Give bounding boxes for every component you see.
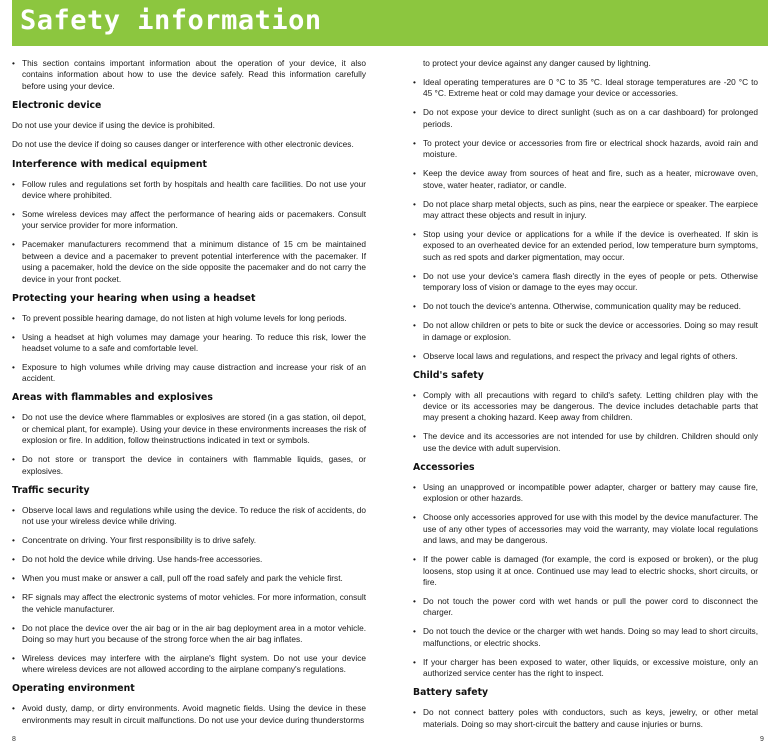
- bullet-item: [12, 58, 366, 92]
- bullet-text: Do not touch the power cord with wet hands or pull the power cord to disconnect the charger.: [423, 595, 758, 618]
- section-heading: Accessories: [413, 461, 475, 473]
- bullet-item: [12, 412, 366, 446]
- bullet-icon: •: [413, 270, 416, 281]
- bullet-icon: •: [12, 622, 15, 633]
- bullet-item: [413, 138, 758, 161]
- paragraph: Do not use the device if doing so causes danger or interference with other electronic devices.: [12, 139, 354, 150]
- bullet-item: [413, 482, 758, 505]
- bullet-item: [413, 707, 758, 730]
- bullet-text: Do not touch the device or the charger with wet hands. Doing so may lead to short circuits, malfunctions, or electric shocks.: [423, 626, 758, 648]
- bullet-icon: •: [12, 703, 15, 714]
- bullet-item: [12, 623, 366, 646]
- bullet-text: RF signals may affect the electronic systems of motor vehicles. For more information, consult the vehicle manufacturer.: [22, 592, 366, 614]
- bullet-text: Comply with all precautions with regard to child's safety. Letting children play with the device or its accessories may be dangerous. The device includes detachable parts that may present a choking hazard. Keep away from children.: [423, 389, 758, 423]
- bullet-item: [413, 626, 758, 649]
- bullet-icon: •: [413, 481, 416, 492]
- bullet-icon: •: [413, 229, 416, 240]
- bullet-text: Do not use the device where flammables or explosives are stored (in a gas station, oil depot, or chemical plant, for example). Using your device in these environments increases the risk of explosion or fire. In addition, follow theinstructions indicated in text or symbols.: [22, 412, 366, 446]
- bullet-text: Some wireless devices may affect the performance of hearing aids or pacemakers. Consult your service provider for more information.: [22, 209, 366, 231]
- bullet-text: Wireless devices may interfere with the airplane's flight system. Do not use your device where wireless devices are not allowed according to the airplane company's regulations.: [22, 652, 366, 675]
- bullet-item: [12, 454, 366, 477]
- bullet-item: [12, 592, 366, 615]
- bullet-item: [12, 313, 366, 324]
- bullet-icon: •: [413, 107, 416, 118]
- bullet-icon: •: [12, 454, 15, 465]
- bullet-text: Choose only accessories approved for use with this model by the device manufacturer. The use of any other types of accessories may void the warranty, may violate local regulations and laws, and may be dangerous.: [423, 512, 758, 546]
- bullet-item: [12, 535, 366, 546]
- section-banner: [12, 0, 768, 46]
- section-heading: Operating environment: [12, 683, 135, 695]
- bullet-icon: •: [12, 58, 15, 68]
- bullet-item: [413, 301, 758, 312]
- section-heading: Electronic device: [12, 99, 102, 111]
- bullet-icon: •: [12, 573, 15, 584]
- bullet-item: [12, 573, 366, 584]
- bullet-icon: •: [413, 707, 416, 718]
- bullet-item: [12, 179, 366, 202]
- bullet-text: Stop using your device or applications for a while if the device is overheated. If skin is exposed to an overheated device for an extended period, low temperature burn symptoms, such as red spots and darker pigmentation, may occur.: [423, 229, 758, 262]
- bullet-item: [413, 657, 758, 680]
- bullet-text: Do not touch the device's antenna. Otherwise, communication quality may be reduced.: [423, 301, 741, 312]
- bullet-text: Using an unapproved or incompatible power adapter, charger or battery may cause fire, explosion or other hazards.: [423, 481, 758, 504]
- bullet-icon: •: [12, 504, 15, 515]
- bullet-icon: •: [12, 239, 15, 250]
- bullet-text: If your charger has been exposed to water, other liquids, or excessive moisture, only an authorized service center has the right to inspect.: [423, 656, 758, 679]
- bullet-icon: •: [413, 626, 416, 637]
- bullet-item: [413, 168, 758, 191]
- bullet-item: [413, 199, 758, 222]
- bullet-continuation: [413, 58, 758, 69]
- bullet-icon: •: [413, 320, 416, 331]
- bullet-text: Follow rules and regulations set forth by hospitals and health care facilities. Do not use your device where prohibited.: [22, 178, 366, 201]
- bullet-text: Do not allow children or pets to bite or suck the device or accessories. Doing so may result in damage or explosion.: [423, 320, 758, 342]
- bullet-icon: •: [413, 554, 416, 565]
- section-heading: Protecting your hearing when using a headset: [12, 292, 256, 304]
- bullet-icon: •: [413, 595, 416, 606]
- bullet-icon: •: [12, 592, 15, 603]
- bullet-icon: •: [413, 301, 416, 312]
- bullet-icon: •: [413, 350, 416, 361]
- bullet-text: Do not expose your device to direct sunlight (such as on a car dashboard) for prolonged periods.: [423, 107, 758, 129]
- bullet-item: [413, 320, 758, 343]
- bullet-item: [413, 271, 758, 294]
- bullet-text: Observe local laws and regulations while using the device. To reduce the risk of accidents, do not use your wireless device while driving.: [22, 504, 366, 527]
- bullet-text: When you must make or answer a call, pull off the road safely and park the vehicle first.: [22, 573, 343, 584]
- section-heading: Areas with flammables and explosives: [12, 392, 213, 404]
- bullet-text: to protect your device against any danger caused by lightning.: [423, 58, 651, 68]
- bullet-item: [413, 512, 758, 546]
- bullet-item: [413, 229, 758, 263]
- page-number-right: 9: [760, 736, 764, 743]
- bullet-text: Using a headset at high volumes may damage your hearing. To reduce this risk, lower the headset volume to a safe and comfortable level.: [22, 331, 366, 354]
- bullet-icon: •: [413, 512, 416, 523]
- bullet-text: Keep the device away from sources of heat and fire, such as a heater, microwave oven, stove, water heater, radiator, or candle.: [423, 168, 758, 190]
- bullet-text: Ideal operating temperatures are 0 °C to 35 °C. Ideal storage temperatures are -20 °C to 45 °C. Extreme heat or cold may damage your device or accessories.: [423, 77, 758, 99]
- bullet-icon: •: [12, 331, 15, 342]
- bullet-text: Do not place sharp metal objects, such as pins, near the earpiece or speaker. The earpiece may attract these objects and result in injury.: [423, 198, 758, 221]
- bullet-item: [12, 653, 366, 676]
- bullet-item: [12, 209, 366, 232]
- bullet-icon: •: [413, 198, 416, 209]
- bullet-icon: •: [12, 412, 15, 423]
- bullet-item: [413, 431, 758, 454]
- bullet-icon: •: [413, 431, 416, 442]
- right-column: [413, 58, 758, 738]
- bullet-item: [413, 596, 758, 619]
- bullet-text: Do not place the device over the air bag or in the air bag deployment area in a motor vehicle. Doing so may hurt you because of the strong force when the air bag inflates.: [22, 622, 366, 644]
- bullet-item: [413, 554, 758, 588]
- section-heading: Interference with medical equipment: [12, 158, 207, 170]
- bullet-item: [413, 107, 758, 130]
- page-title: Safety information: [20, 5, 322, 36]
- bullet-icon: •: [12, 362, 15, 373]
- bullet-icon: •: [12, 312, 15, 323]
- bullet-text: If the power cable is damaged (for example, the cord is exposed or broken), or the plug loosens, stop using it at once. Continued use may lead to electric shocks, short circuits, or fire.: [423, 554, 758, 587]
- bullet-text: Pacemaker manufacturers recommend that a minimum distance of 15 cm be maintained between a device and a pacemaker to prevent potential interference with the pacemaker. If using a pacemaker, hold the device on the side opposite the pacemaker and do not carry the device in your front pocket.: [22, 239, 366, 284]
- section-heading: Battery safety: [413, 687, 489, 699]
- section-heading: Child's safety: [413, 369, 484, 381]
- bullet-icon: •: [12, 178, 15, 189]
- bullet-icon: •: [12, 535, 15, 546]
- section-heading: Traffic security: [12, 484, 90, 496]
- bullet-text: Avoid dusty, damp, or dirty environments. Avoid magnetic fields. Using the device in these environments may result in circuit malfunctions. Do not use your device during thunderstorms: [22, 703, 366, 725]
- bullet-text: Exposure to high volumes while driving may cause distraction and increase your risk of an accident.: [22, 362, 366, 384]
- bullet-item: [12, 703, 366, 726]
- bullet-item: [413, 390, 758, 424]
- bullet-icon: •: [12, 554, 15, 565]
- bullet-icon: •: [413, 137, 416, 148]
- paragraph: Do not use your device if using the device is prohibited.: [12, 119, 215, 130]
- bullet-icon: •: [12, 652, 15, 663]
- bullet-icon: •: [413, 389, 416, 400]
- bullet-text: The device and its accessories are not intended for use by children. Children should only use the device with adult supervision.: [423, 431, 758, 453]
- bullet-text: Do not connect battery poles with conductors, such as keys, jewelry, or other metal materials. Doing so may short-circuit the battery and cause injuries or burns.: [423, 707, 758, 729]
- bullet-item: [413, 351, 758, 362]
- bullet-text: Do not store or transport the device in containers with flammable liquids, gases, or explosives.: [22, 454, 366, 476]
- bullet-icon: •: [413, 656, 416, 667]
- bullet-text: Observe local laws and regulations, and respect the privacy and legal rights of others.: [423, 350, 738, 361]
- bullet-item: [413, 77, 758, 100]
- bullet-text: Do not hold the device while driving. Use hands-free accessories.: [22, 554, 263, 565]
- bullet-text: Concentrate on driving. Your first responsibility is to drive safely.: [22, 535, 257, 546]
- bullet-item: [12, 505, 366, 528]
- bullet-item: [12, 332, 366, 355]
- bullet-text: To prevent possible hearing damage, do not listen at high volume levels for long periods.: [22, 312, 347, 323]
- page-number-left: 8: [12, 736, 16, 743]
- bullet-item: [12, 362, 366, 385]
- bullet-icon: •: [413, 168, 416, 179]
- bullet-item: [12, 554, 366, 565]
- bullet-icon: •: [12, 209, 15, 220]
- bullet-item: [12, 239, 366, 285]
- bullet-icon: •: [413, 77, 416, 87]
- left-column: [12, 58, 366, 734]
- bullet-text: To protect your device or accessories from fire or electrical shock hazards, avoid rain and moisture.: [423, 137, 758, 160]
- bullet-text: This section contains important information about the operation of your device, it also contains information about how to use the device safely. Read this information carefully before using your device.: [22, 58, 366, 91]
- bullet-text: Do not use your device's camera flash directly in the eyes of people or pets. Otherwise temporary loss of vision or damage to the eyes may occur.: [423, 270, 758, 293]
